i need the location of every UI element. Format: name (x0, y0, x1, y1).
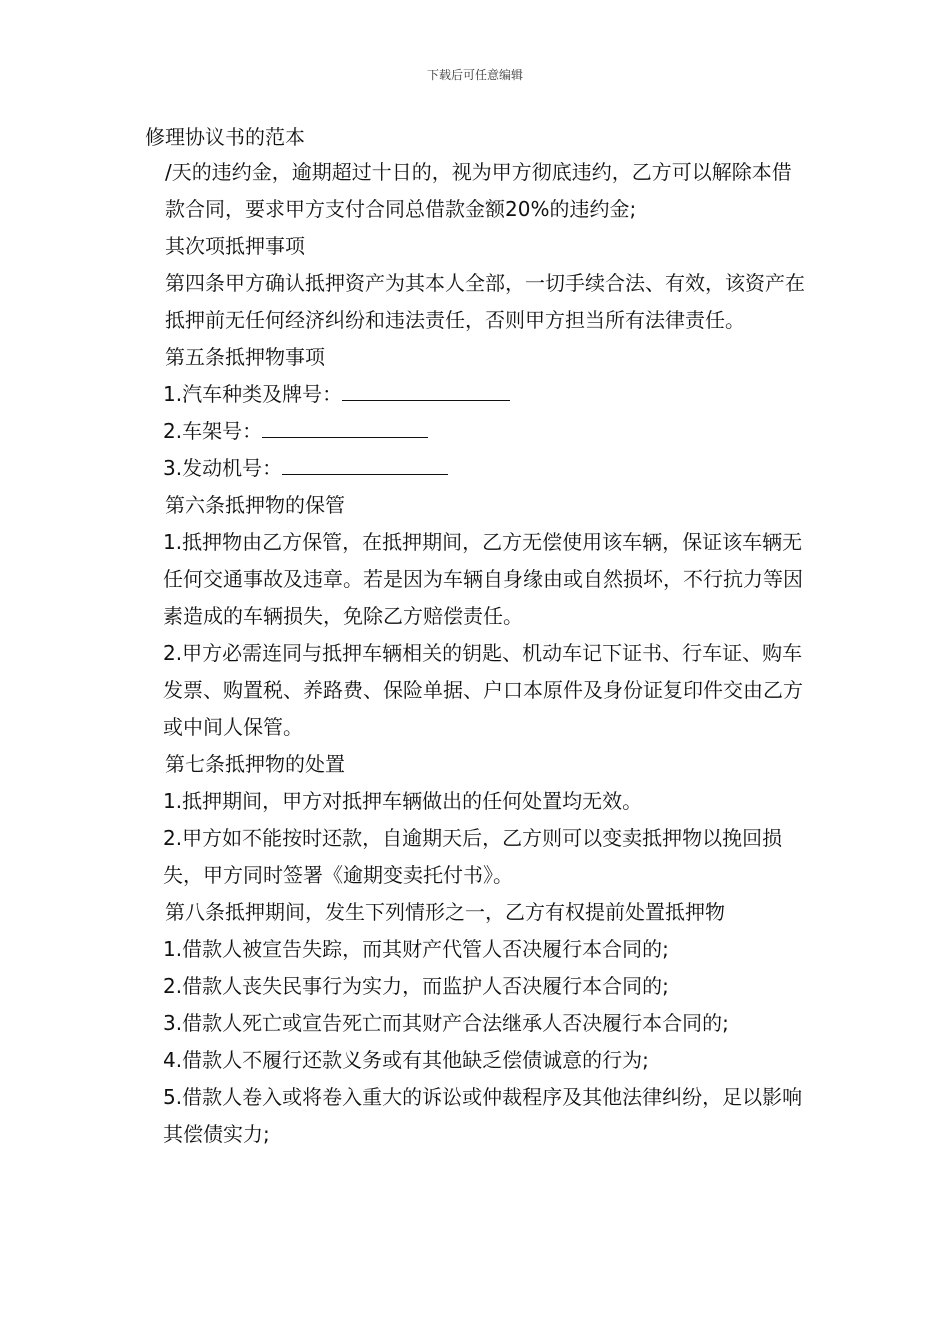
article-8-item-4: 4.借款人不履行还款义务或有其他缺乏偿债诚意的行为; (163, 1048, 649, 1072)
section-heading-pledge-items: 其次项抵押事项 (165, 234, 305, 258)
article-8-item-1: 1.借款人被宣告失踪，而其财产代管人否决履行本合同的; (163, 937, 669, 961)
article-7-heading: 第七条抵押物的处置 (165, 752, 345, 776)
paragraph-penalty: /天的违约金，逾期超过十日的，视为甲方彻底违约，乙方可以解除本借款合同，要求甲方支付合同总借款金额20%的违约金; (165, 160, 792, 221)
article-8-heading: 第八条抵押期间，发生下列情形之一，乙方有权提前处置抵押物 (165, 900, 725, 924)
article-7-item-2: 2.甲方如不能按时还款，自逾期天后，乙方则可以变卖抵押物以挽回损失，甲方同时签署《逾期变卖托付书》。 (163, 826, 783, 887)
article-8-item-5: 5.借款人卷入或将卷入重大的诉讼或仲裁程序及其他法律纠纷，足以影响其偿债实力; (163, 1085, 803, 1146)
vehicle-type-blank[interactable] (342, 380, 510, 401)
article-6-item-2: 2.甲方必需连同与抵押车辆相关的钥匙、机动车记下证书、行车证、购车发票、购置税、养路费、保险单据、户口本原件及身份证复印件交由乙方或中间人保管。 (163, 641, 803, 739)
frame-number-blank[interactable] (262, 417, 428, 438)
field-engine-number-label: 3.发动机号： (163, 456, 283, 480)
field-frame-number (145, 413, 810, 450)
article-4: 第四条甲方确认抵押资产为其本人全部，一切手续合法、有效，该资产在抵押前无任何经济纠纷和违法责任，否则甲方担当所有法律责任。 (165, 271, 805, 332)
article-6-item-1: 1.抵押物由乙方保管，在抵押期间，乙方无偿使用该车辆，保证该车辆无任何交通事故及违章。若是因为车辆自身缘由或自然损坏，不行抗力等因素造成的车辆损失，免除乙方赔偿责任。 (163, 530, 803, 628)
article-5-heading: 第五条抵押物事项 (165, 345, 325, 369)
field-frame-number-label: 2.车架号： (163, 419, 263, 443)
article-7-item-1: 1.抵押期间，甲方对抵押车辆做出的任何处置均无效。 (163, 789, 643, 813)
field-engine-number (145, 450, 810, 487)
article-8-item-3: 3.借款人死亡或宣告死亡而其财产合法继承人否决履行本合同的; (163, 1011, 729, 1035)
document-body (145, 154, 810, 1153)
article-8-item-2: 2.借款人丧失民事行为实力，而监护人否决履行本合同的; (163, 974, 669, 998)
engine-number-blank[interactable] (282, 454, 448, 475)
field-vehicle-type-label: 1.汽车种类及牌号： (163, 382, 343, 406)
field-vehicle-type (145, 376, 810, 413)
document-title: 修理协议书的范本 (145, 125, 305, 149)
article-6-heading: 第六条抵押物的保管 (165, 493, 345, 517)
page-header: 下载后可任意编辑 (426, 68, 523, 82)
